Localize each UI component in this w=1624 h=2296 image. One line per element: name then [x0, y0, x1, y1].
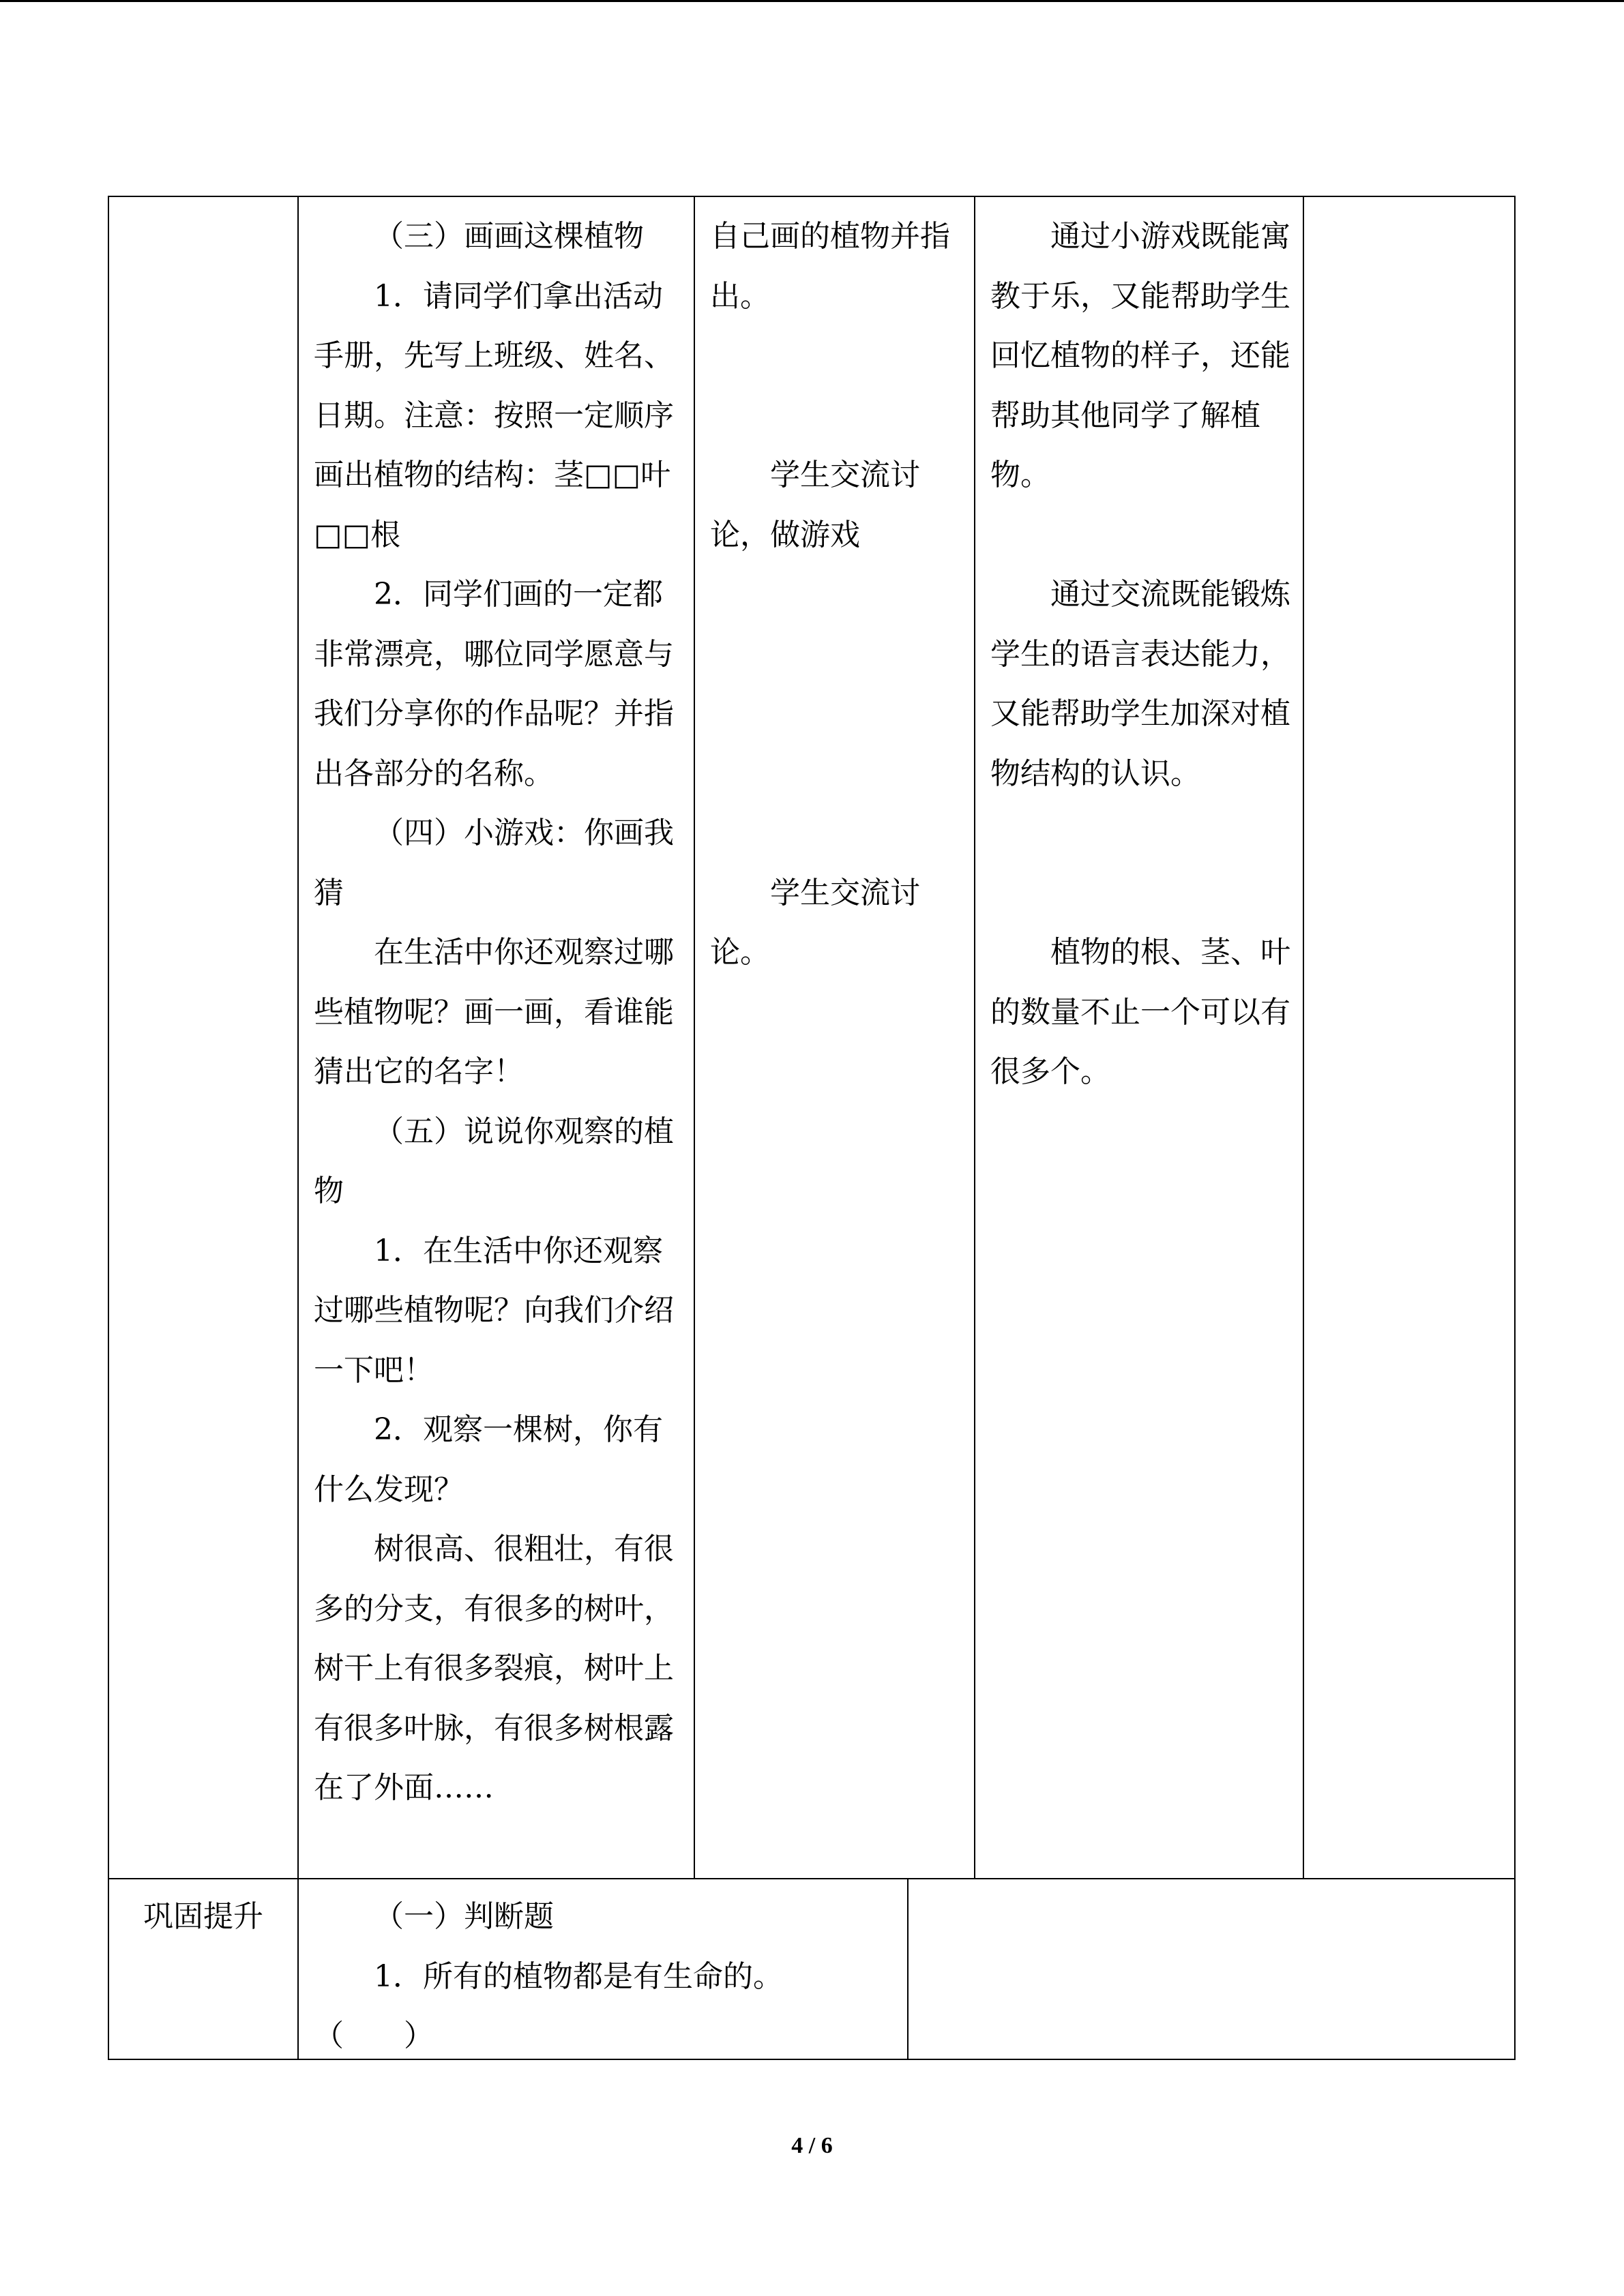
row-label-consolidation: 巩固提升 — [143, 1899, 263, 1934]
teacher-activity-cell — [314, 207, 677, 1818]
section-heading: （一）判断题 — [374, 1899, 554, 1934]
col-divider-2 — [694, 196, 695, 1878]
student-activity-cell — [710, 207, 960, 983]
col-divider-4 — [1303, 196, 1304, 1878]
paragraph: 学生交流讨论，做游戏 — [710, 458, 920, 552]
paragraph: 通过小游戏既能寓教于乐，又能帮助学生回忆植物的样子，还能帮助其他同学了解植物。 — [990, 219, 1290, 492]
paragraph: 植物的根、茎、叶的数量不止一个可以有很多个。 — [990, 935, 1290, 1089]
col-divider-3 — [974, 196, 975, 1878]
paragraph: 树很高、很粗壮，有很多的分支，有很多的树叶，树干上有很多裂痕，树叶上有很多叶脉，有很多树根露在了外面…… — [314, 1532, 674, 1805]
paragraph: 2．同学们画的一定都非常漂亮，哪位同学愿意与我们分享你的作品呢？并指出各部分的名称。 — [314, 577, 674, 791]
section-heading: （四）小游戏：你画我猜 — [314, 816, 674, 910]
paragraph: 自己画的植物并指出。 — [710, 219, 950, 314]
paragraph: 通过交流既能锻炼学生的语言表达能力，又能帮助学生加深对植物结构的认识。 — [990, 577, 1290, 791]
answer-blank: （ ） — [314, 2018, 434, 2053]
row-divider-line — [108, 1878, 1516, 1879]
table-right-line — [1514, 196, 1516, 2060]
paragraph: 在生活中你还观察过哪些植物呢？画一画，看谁能猜出它的名字！ — [314, 935, 674, 1089]
exercise-cell — [314, 1887, 897, 2066]
section-heading: （三）画画这棵植物 — [374, 219, 644, 254]
paragraph: 学生交流讨论。 — [710, 875, 920, 970]
paragraph: 1．请同学们拿出活动手册，先写上班级、姓名、日期。注意：按照一定顺序画出植物的结构：茎□□叶□□根 — [314, 278, 674, 552]
paragraph: 1．在生活中你还观察过哪些植物呢？向我们介绍一下吧！ — [314, 1233, 674, 1388]
question: 1．所有的植物都是有生命的。 — [374, 1958, 783, 1994]
page-top-border — [0, 0, 1624, 2]
page-number: 4 / 6 — [791, 2133, 833, 2158]
section-heading: （五）说说你观察的植物 — [314, 1114, 674, 1208]
paragraph: 2．观察一棵树，你有什么发现？ — [314, 1412, 663, 1507]
table-left-line — [108, 196, 109, 2060]
table-top-line — [108, 196, 1516, 197]
design-purpose-cell — [990, 207, 1292, 1102]
col-divider-1 — [297, 196, 299, 2060]
col-divider-row2 — [907, 1878, 909, 2060]
